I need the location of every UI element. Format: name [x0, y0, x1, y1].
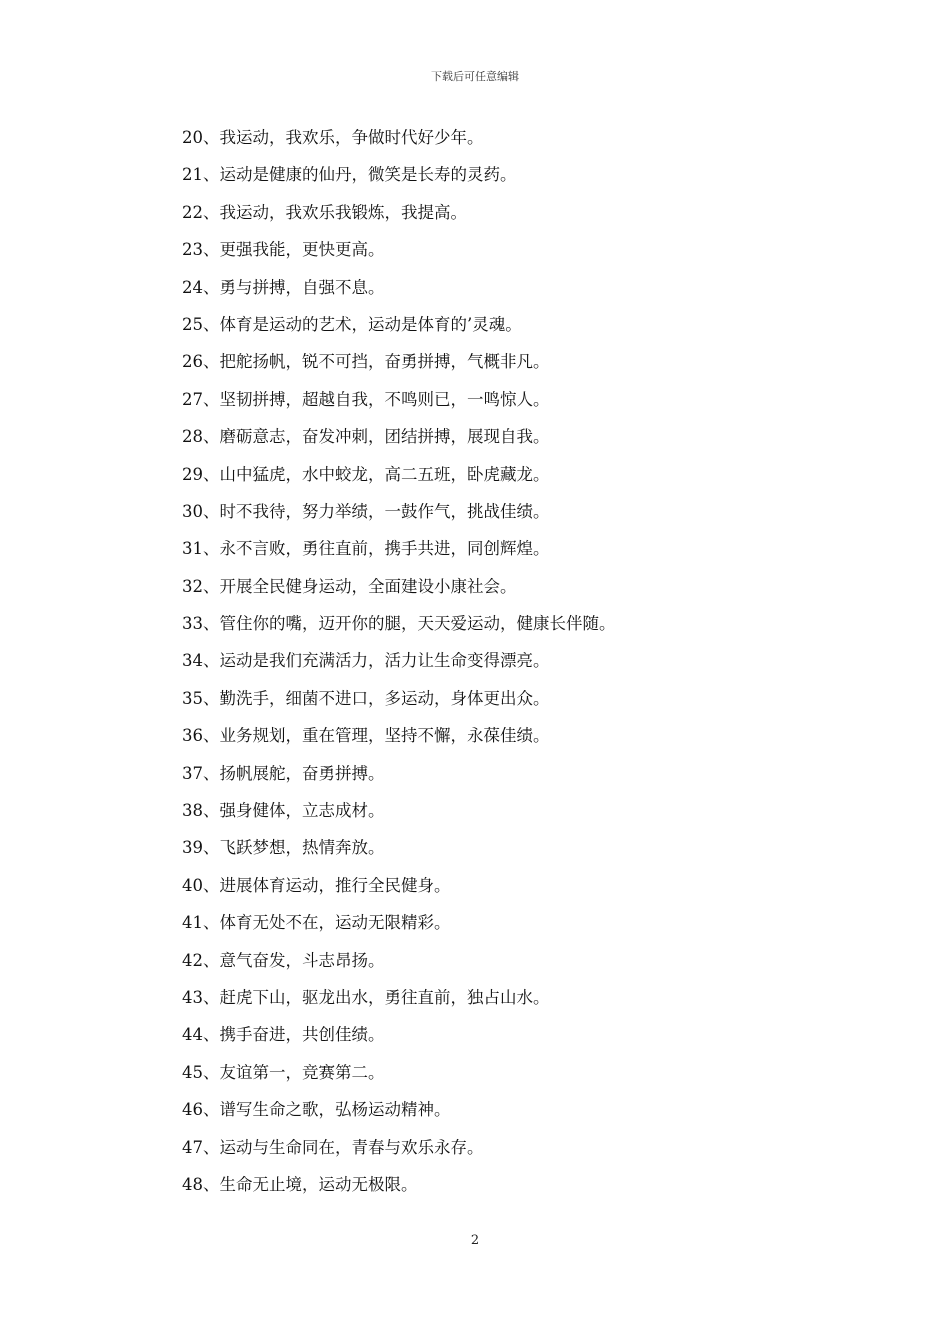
list-item: 41、体育无处不在，运动无限精彩。 [182, 913, 451, 933]
list-item: 28、磨砺意志，奋发冲刺，团结拼搏，展现自我。 [182, 427, 550, 447]
list-item: 45、友谊第一，竞赛第二。 [182, 1062, 385, 1082]
list-item: 39、飞跃梦想，热情奔放。 [182, 838, 385, 858]
list-item: 31、永不言败，勇往直前，携手共进，同创辉煌。 [182, 539, 550, 559]
list-item: 44、携手奋进，共创佳绩。 [182, 1025, 385, 1045]
list-item: 26、把舵扬帆，锐不可挡，奋勇拼搏，气概非凡。 [182, 352, 550, 372]
list-item: 20、我运动，我欢乐，争做时代好少年。 [182, 128, 484, 147]
list-item: 29、山中猛虎，水中蛟龙，高二五班，卧虎藏龙。 [182, 464, 550, 484]
list-item: 35、勤洗手，细菌不进口，多运动，身体更出众。 [182, 688, 550, 708]
list-item: 38、强身健体，立志成材。 [182, 801, 385, 821]
list-item: 25、体育是运动的艺术，运动是体育的’灵魂。 [182, 314, 522, 334]
list-item: 48、生命无止境，运动无极限。 [182, 1174, 418, 1194]
list-item: 37、扬帆展舵，奋勇拼搏。 [182, 763, 385, 783]
list-item: 33、管住你的嘴，迈开你的腿，天天爱运动，健康长伴随。 [182, 614, 616, 634]
list-item: 46、谱写生命之歌，弘杨运动精神。 [182, 1100, 451, 1120]
list-item: 22、我运动，我欢乐我锻炼，我提高。 [182, 202, 467, 222]
list-item: 36、业务规划，重在管理，坚持不懈，永葆佳绩。 [182, 726, 550, 746]
list-item: 32、开展全民健身运动，全面建设小康社会。 [182, 576, 517, 596]
list-item: 47、运动与生命同在，青春与欢乐永存。 [182, 1137, 484, 1157]
header-note: 下载后可任意编辑 [431, 70, 519, 83]
list-item: 23、更强我能，更快更高。 [182, 240, 385, 260]
list-item: 34、运动是我们充满活力，活力让生命变得漂亮。 [182, 651, 550, 671]
list-item: 24、勇与拼搏，自强不息。 [182, 277, 385, 297]
list-item: 21、运动是健康的仙丹，微笑是长寿的灵药。 [182, 165, 517, 185]
list-item: 27、坚韧拼搏，超越自我，不鸣则已，一鸣惊人。 [182, 389, 550, 409]
slogan-list [182, 126, 882, 1210]
list-item: 30、时不我待，努力举绩，一鼓作气，挑战佳绩。 [182, 501, 550, 521]
list-item: 43、赶虎下山，驱龙出水，勇往直前，独占山水。 [182, 987, 550, 1007]
list-item: 40、进展体育运动，推行全民健身。 [182, 875, 451, 895]
page-number: 2 [470, 1233, 480, 1248]
list-item: 42、意气奋发，斗志昂扬。 [182, 950, 385, 970]
